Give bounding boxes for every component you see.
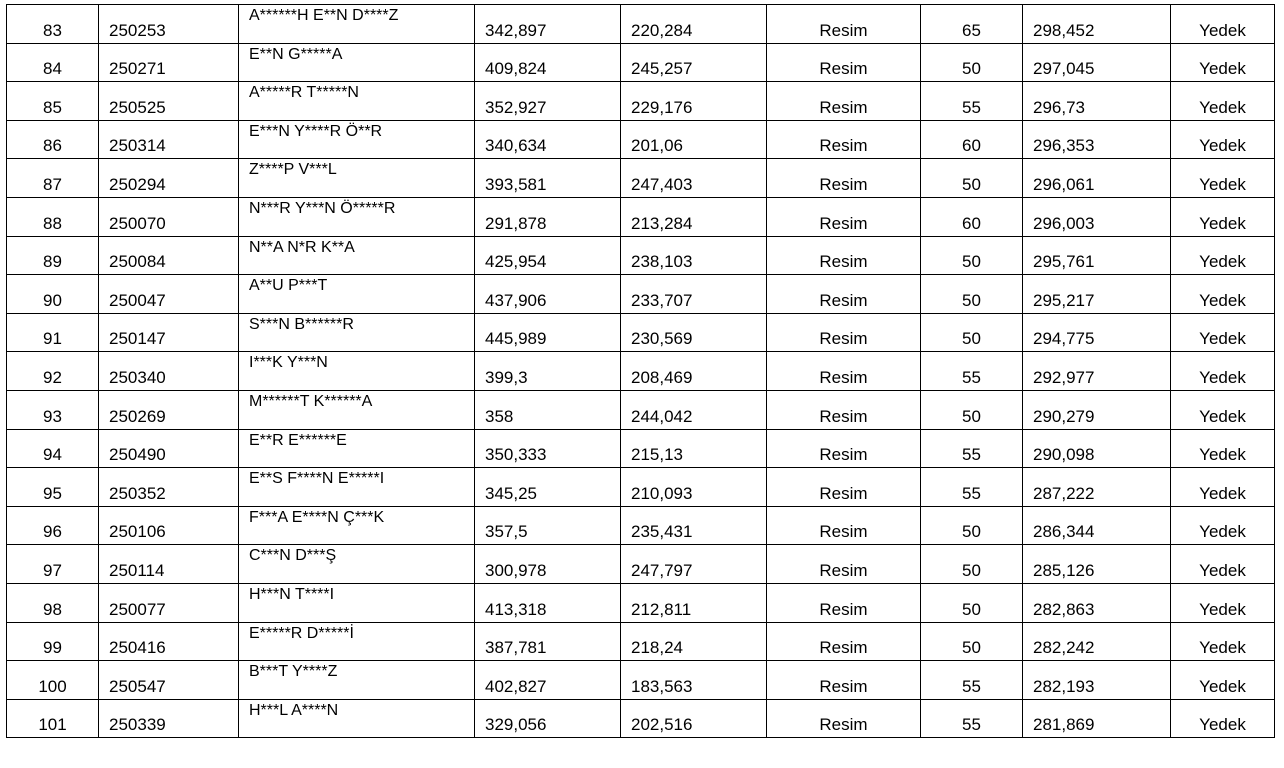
total-score-cell: 286,344 [1023, 506, 1171, 545]
score-1-cell: 387,781 [475, 622, 621, 661]
total-score-cell: 282,193 [1023, 661, 1171, 700]
applicant-id-cell: 250294 [99, 159, 239, 198]
score-2-cell: 244,042 [621, 390, 767, 429]
rank-cell: 85 [7, 82, 99, 121]
applicant-id-cell: 250106 [99, 506, 239, 545]
table-row [7, 390, 1275, 429]
status-cell: Yedek [1171, 583, 1275, 622]
score-2-cell: 220,284 [621, 5, 767, 44]
department-cell: Resim [767, 236, 921, 275]
quota-cell: 50 [921, 390, 1023, 429]
quota-cell: 50 [921, 545, 1023, 584]
total-score-cell: 296,003 [1023, 197, 1171, 236]
status-cell: Yedek [1171, 429, 1275, 468]
quota-cell: 60 [921, 197, 1023, 236]
total-score-cell: 285,126 [1023, 545, 1171, 584]
table-row [7, 622, 1275, 661]
applicant-id-cell: 250339 [99, 699, 239, 738]
rank-cell: 97 [7, 545, 99, 584]
quota-cell: 60 [921, 120, 1023, 159]
table-row [7, 5, 1275, 44]
status-cell: Yedek [1171, 159, 1275, 198]
rank-cell: 94 [7, 429, 99, 468]
department-cell: Resim [767, 197, 921, 236]
score-1-cell: 445,989 [475, 313, 621, 352]
status-cell: Yedek [1171, 43, 1275, 82]
score-1-cell: 399,3 [475, 352, 621, 391]
quota-cell: 50 [921, 622, 1023, 661]
total-score-cell: 281,869 [1023, 699, 1171, 738]
rank-cell: 87 [7, 159, 99, 198]
table-row [7, 699, 1275, 738]
applicant-name-cell: E**N G*****A [239, 43, 475, 82]
applicant-name-cell: N**A N*R K**A [239, 236, 475, 275]
applicant-id-cell: 250114 [99, 545, 239, 584]
applicant-name-cell: F***A E****N Ç***K [239, 506, 475, 545]
table-row [7, 82, 1275, 121]
status-cell: Yedek [1171, 352, 1275, 391]
department-cell: Resim [767, 120, 921, 159]
quota-cell: 50 [921, 506, 1023, 545]
score-2-cell: 230,569 [621, 313, 767, 352]
quota-cell: 55 [921, 468, 1023, 507]
table-row [7, 43, 1275, 82]
applicant-name-cell: A**U P***T [239, 275, 475, 314]
total-score-cell: 290,279 [1023, 390, 1171, 429]
department-cell: Resim [767, 82, 921, 121]
department-cell: Resim [767, 390, 921, 429]
quota-cell: 50 [921, 43, 1023, 82]
score-1-cell: 342,897 [475, 5, 621, 44]
table-row [7, 545, 1275, 584]
status-cell: Yedek [1171, 545, 1275, 584]
quota-cell: 50 [921, 583, 1023, 622]
rank-cell: 93 [7, 390, 99, 429]
applicant-name-cell: B***T Y****Z [239, 661, 475, 700]
applicant-id-cell: 250084 [99, 236, 239, 275]
applicant-name-cell: E***N Y****R Ö**R [239, 120, 475, 159]
table-row [7, 197, 1275, 236]
total-score-cell: 292,977 [1023, 352, 1171, 391]
applicant-id-cell: 250547 [99, 661, 239, 700]
table-row [7, 159, 1275, 198]
score-2-cell: 212,811 [621, 583, 767, 622]
score-1-cell: 352,927 [475, 82, 621, 121]
table-row [7, 583, 1275, 622]
status-cell: Yedek [1171, 622, 1275, 661]
applicant-id-cell: 250253 [99, 5, 239, 44]
status-cell: Yedek [1171, 275, 1275, 314]
rank-cell: 83 [7, 5, 99, 44]
applicant-name-cell: I***K Y***N [239, 352, 475, 391]
applicant-id-cell: 250271 [99, 43, 239, 82]
table-row [7, 429, 1275, 468]
department-cell: Resim [767, 545, 921, 584]
score-2-cell: 213,284 [621, 197, 767, 236]
table-row [7, 313, 1275, 352]
quota-cell: 50 [921, 313, 1023, 352]
applicant-name-cell: A*****R T*****N [239, 82, 475, 121]
department-cell: Resim [767, 43, 921, 82]
total-score-cell: 297,045 [1023, 43, 1171, 82]
rank-cell: 90 [7, 275, 99, 314]
status-cell: Yedek [1171, 468, 1275, 507]
table-row [7, 506, 1275, 545]
results-table [6, 4, 1275, 738]
applicant-name-cell: E**R E******E [239, 429, 475, 468]
quota-cell: 65 [921, 5, 1023, 44]
status-cell: Yedek [1171, 661, 1275, 700]
total-score-cell: 294,775 [1023, 313, 1171, 352]
rank-cell: 101 [7, 699, 99, 738]
department-cell: Resim [767, 5, 921, 44]
score-1-cell: 329,056 [475, 699, 621, 738]
quota-cell: 50 [921, 159, 1023, 198]
applicant-name-cell: H***N T****I [239, 583, 475, 622]
table-row [7, 661, 1275, 700]
score-2-cell: 247,797 [621, 545, 767, 584]
applicant-name-cell: C***N D***Ş [239, 545, 475, 584]
rank-cell: 91 [7, 313, 99, 352]
applicant-id-cell: 250077 [99, 583, 239, 622]
rank-cell: 99 [7, 622, 99, 661]
applicant-name-cell: S***N B******R [239, 313, 475, 352]
status-cell: Yedek [1171, 82, 1275, 121]
table-row [7, 275, 1275, 314]
status-cell: Yedek [1171, 197, 1275, 236]
quota-cell: 55 [921, 429, 1023, 468]
applicant-id-cell: 250147 [99, 313, 239, 352]
quota-cell: 55 [921, 699, 1023, 738]
score-1-cell: 437,906 [475, 275, 621, 314]
rank-cell: 86 [7, 120, 99, 159]
table-row [7, 468, 1275, 507]
quota-cell: 50 [921, 236, 1023, 275]
applicant-name-cell: M******T K******A [239, 390, 475, 429]
table-row [7, 236, 1275, 275]
status-cell: Yedek [1171, 390, 1275, 429]
total-score-cell: 282,242 [1023, 622, 1171, 661]
rank-cell: 84 [7, 43, 99, 82]
score-1-cell: 425,954 [475, 236, 621, 275]
score-1-cell: 291,878 [475, 197, 621, 236]
applicant-id-cell: 250490 [99, 429, 239, 468]
department-cell: Resim [767, 429, 921, 468]
status-cell: Yedek [1171, 120, 1275, 159]
score-1-cell: 402,827 [475, 661, 621, 700]
department-cell: Resim [767, 275, 921, 314]
score-1-cell: 409,824 [475, 43, 621, 82]
rank-cell: 100 [7, 661, 99, 700]
score-2-cell: 235,431 [621, 506, 767, 545]
score-1-cell: 345,25 [475, 468, 621, 507]
status-cell: Yedek [1171, 236, 1275, 275]
applicant-id-cell: 250416 [99, 622, 239, 661]
rank-cell: 89 [7, 236, 99, 275]
applicant-name-cell: H***L A****N [239, 699, 475, 738]
table-row [7, 352, 1275, 391]
quota-cell: 55 [921, 82, 1023, 121]
score-2-cell: 238,103 [621, 236, 767, 275]
applicant-id-cell: 250352 [99, 468, 239, 507]
total-score-cell: 296,353 [1023, 120, 1171, 159]
applicant-name-cell: E*****R D*****İ [239, 622, 475, 661]
score-1-cell: 357,5 [475, 506, 621, 545]
department-cell: Resim [767, 661, 921, 700]
score-2-cell: 245,257 [621, 43, 767, 82]
department-cell: Resim [767, 583, 921, 622]
score-1-cell: 413,318 [475, 583, 621, 622]
department-cell: Resim [767, 506, 921, 545]
total-score-cell: 290,098 [1023, 429, 1171, 468]
applicant-name-cell: A******H E**N D****Z [239, 5, 475, 44]
rank-cell: 96 [7, 506, 99, 545]
applicant-id-cell: 250047 [99, 275, 239, 314]
score-1-cell: 393,581 [475, 159, 621, 198]
score-2-cell: 208,469 [621, 352, 767, 391]
applicant-id-cell: 250525 [99, 82, 239, 121]
total-score-cell: 296,061 [1023, 159, 1171, 198]
total-score-cell: 282,863 [1023, 583, 1171, 622]
score-2-cell: 201,06 [621, 120, 767, 159]
department-cell: Resim [767, 313, 921, 352]
quota-cell: 55 [921, 352, 1023, 391]
score-2-cell: 215,13 [621, 429, 767, 468]
rank-cell: 95 [7, 468, 99, 507]
status-cell: Yedek [1171, 5, 1275, 44]
score-2-cell: 183,563 [621, 661, 767, 700]
score-2-cell: 218,24 [621, 622, 767, 661]
applicant-id-cell: 250070 [99, 197, 239, 236]
status-cell: Yedek [1171, 506, 1275, 545]
applicant-id-cell: 250314 [99, 120, 239, 159]
applicant-name-cell: N***R Y***N Ö*****R [239, 197, 475, 236]
applicant-name-cell: E**S F****N E*****I [239, 468, 475, 507]
department-cell: Resim [767, 699, 921, 738]
total-score-cell: 298,452 [1023, 5, 1171, 44]
status-cell: Yedek [1171, 313, 1275, 352]
rank-cell: 98 [7, 583, 99, 622]
status-cell: Yedek [1171, 699, 1275, 738]
department-cell: Resim [767, 622, 921, 661]
score-2-cell: 229,176 [621, 82, 767, 121]
score-1-cell: 358 [475, 390, 621, 429]
score-2-cell: 233,707 [621, 275, 767, 314]
score-1-cell: 340,634 [475, 120, 621, 159]
table-row [7, 120, 1275, 159]
quota-cell: 55 [921, 661, 1023, 700]
score-1-cell: 300,978 [475, 545, 621, 584]
applicant-name-cell: Z****P V***L [239, 159, 475, 198]
applicant-id-cell: 250269 [99, 390, 239, 429]
rank-cell: 88 [7, 197, 99, 236]
quota-cell: 50 [921, 275, 1023, 314]
score-1-cell: 350,333 [475, 429, 621, 468]
total-score-cell: 295,217 [1023, 275, 1171, 314]
score-2-cell: 247,403 [621, 159, 767, 198]
total-score-cell: 295,761 [1023, 236, 1171, 275]
score-2-cell: 202,516 [621, 699, 767, 738]
total-score-cell: 287,222 [1023, 468, 1171, 507]
total-score-cell: 296,73 [1023, 82, 1171, 121]
rank-cell: 92 [7, 352, 99, 391]
score-2-cell: 210,093 [621, 468, 767, 507]
department-cell: Resim [767, 468, 921, 507]
applicant-id-cell: 250340 [99, 352, 239, 391]
department-cell: Resim [767, 352, 921, 391]
department-cell: Resim [767, 159, 921, 198]
